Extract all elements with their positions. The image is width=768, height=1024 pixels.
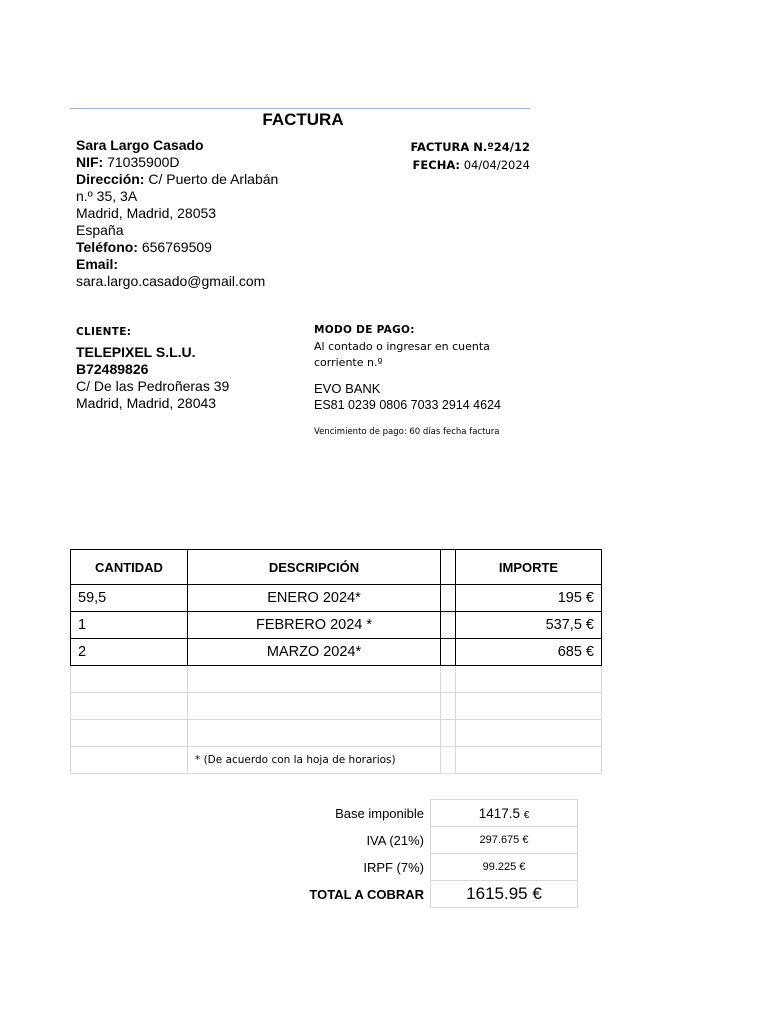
empty-cell — [456, 666, 602, 693]
table-row — [71, 639, 602, 666]
totals-row-iva — [180, 827, 578, 854]
empty-cell — [188, 720, 441, 747]
invoice-date: FECHA: 04/04/2024 — [412, 158, 530, 172]
document-title: FACTURA — [262, 110, 344, 129]
sender-email-label: Email: — [76, 256, 119, 272]
table-row — [71, 612, 602, 639]
iva-value: 297.675 € — [431, 827, 578, 854]
payment-label: MODO DE PAGO: — [314, 324, 415, 336]
empty-cell — [71, 720, 188, 747]
empty-cell — [441, 693, 456, 720]
empty-cell — [456, 720, 602, 747]
row-gap — [441, 639, 456, 666]
payment-block — [314, 324, 554, 437]
invoice-number: FACTURA N.º24/12 — [410, 140, 530, 154]
empty-cell — [188, 666, 441, 693]
payment-text-line2: corriente n.º — [314, 356, 383, 369]
row-gap — [441, 585, 456, 612]
sender-country: España — [76, 222, 124, 238]
row-gap — [441, 612, 456, 639]
total-value: 1615.95 € — [431, 881, 578, 908]
client-block — [76, 324, 306, 412]
client-address: C/ De las Pedroñeras 39 — [76, 378, 230, 394]
client-cif: B72489826 — [76, 361, 149, 377]
empty-row — [71, 693, 602, 720]
header-desc: DESCRIPCIÓN — [188, 550, 441, 585]
empty-cell — [441, 666, 456, 693]
invoice-meta — [410, 138, 530, 174]
empty-cell — [71, 747, 188, 774]
empty-cell — [71, 666, 188, 693]
row-desc: FEBRERO 2024 * — [188, 612, 441, 639]
totals-row-base — [180, 800, 578, 827]
sender-nif: NIF: 71035900D — [76, 154, 180, 170]
irpf-label: IRPF (7%) — [363, 859, 424, 875]
payment-iban: ES81 0239 0806 7033 2914 4624 — [314, 398, 501, 412]
sender-phone: Teléfono: 656769509 — [76, 239, 212, 255]
table-row — [71, 585, 602, 612]
header-gap — [441, 550, 456, 585]
base-label: Base imponible — [335, 805, 424, 821]
payment-bank: EVO BANK — [314, 381, 381, 396]
payment-text-line1: Al contado o ingresar en cuenta — [314, 340, 490, 353]
empty-cell — [71, 693, 188, 720]
row-amount: 195 € — [456, 585, 602, 612]
empty-row — [71, 720, 602, 747]
row-qty: 59,5 — [71, 585, 188, 612]
totals-row-total — [180, 881, 578, 908]
totals-row-irpf — [180, 854, 578, 881]
items-table — [70, 549, 602, 774]
iva-label: IVA (21%) — [366, 832, 424, 848]
sender-email: sara.largo.casado@gmail.com — [76, 273, 266, 289]
empty-cell — [188, 693, 441, 720]
row-amount: 537,5 € — [456, 612, 602, 639]
client-name: TELEPIXEL S.L.U. — [76, 344, 196, 360]
header-amount: IMPORTE — [456, 550, 602, 585]
payment-due: Vencimiento de pago: 60 días fecha factura — [314, 427, 500, 437]
row-amount: 685 € — [456, 639, 602, 666]
table-header-row — [71, 550, 602, 585]
sender-block — [76, 137, 326, 290]
table-note: * (De acuerdo con la hoja de horarios) — [188, 747, 441, 774]
base-value: 1417.5 € — [431, 800, 578, 827]
sender-address-line2: n.º 35, 3A — [76, 188, 138, 204]
header-qty: CANTIDAD — [71, 550, 188, 585]
empty-cell — [441, 720, 456, 747]
irpf-value: 99.225 € — [431, 854, 578, 881]
client-label: CLIENTE: — [76, 326, 132, 338]
sender-address: Dirección: C/ Puerto de Arlabán — [76, 171, 279, 187]
row-qty: 1 — [71, 612, 188, 639]
totals-table — [180, 799, 578, 908]
row-desc: ENERO 2024* — [188, 585, 441, 612]
client-city: Madrid, Madrid, 28043 — [76, 395, 217, 411]
note-row — [71, 747, 602, 774]
sender-name: Sara Largo Casado — [76, 137, 204, 153]
title-rule — [70, 108, 530, 109]
sender-city: Madrid, Madrid, 28053 — [76, 205, 217, 221]
empty-cell — [456, 693, 602, 720]
empty-cell — [441, 747, 456, 774]
row-qty: 2 — [71, 639, 188, 666]
empty-cell — [456, 747, 602, 774]
total-label: TOTAL A COBRAR — [309, 886, 424, 902]
empty-row — [71, 666, 602, 693]
row-desc: MARZO 2024* — [188, 639, 441, 666]
